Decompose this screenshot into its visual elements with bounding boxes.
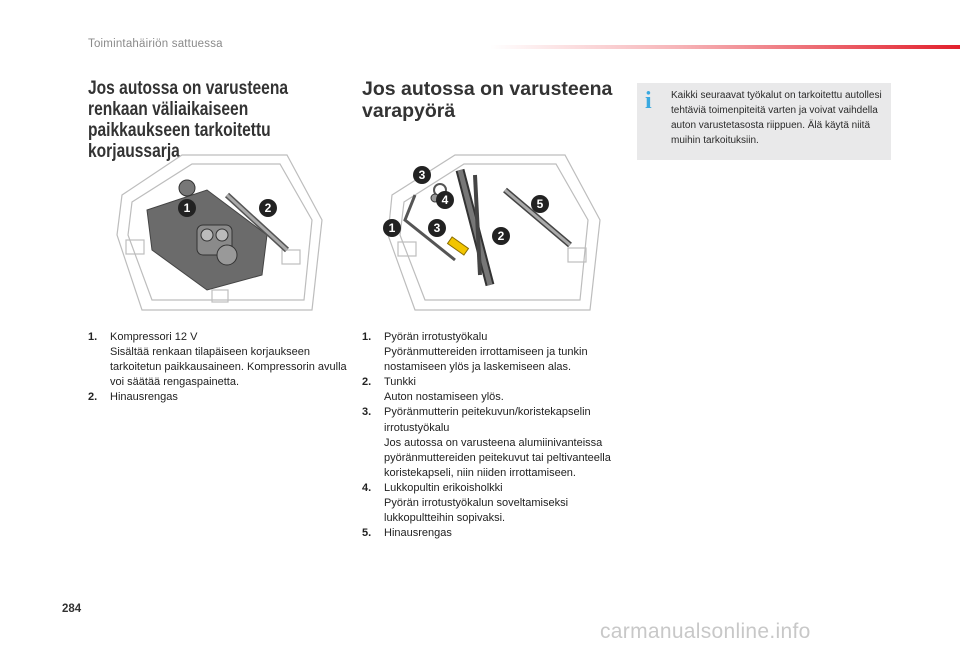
watermark: carmanualsonline.info — [600, 620, 811, 643]
list-item: 2. Tunkki Auton nostamiseen ylös. — [362, 376, 504, 404]
section-header: Toimintahäiriön sattuessa — [88, 38, 223, 50]
list-item: 2. Hinausrengas — [88, 391, 178, 404]
callout-5: 5 — [536, 197, 544, 211]
info-icon: i — [645, 88, 652, 114]
repair-kit-title: Jos autossa on varusteena renkaan väliaikaiseen paikkaukseen tarkoitettu korjaussarja — [88, 78, 289, 162]
callout-1: 1 — [388, 221, 396, 235]
repair-kit-illustration — [112, 150, 327, 315]
callout-3-top: 3 — [418, 168, 426, 182]
callout-2-label: 2 — [264, 201, 272, 215]
spare-wheel-title: Jos autossa on varusteena varapyörä — [362, 78, 613, 122]
info-box — [637, 83, 891, 160]
header-accent-bar — [490, 45, 960, 49]
list-item: 1. Kompressori 12 V Sisältää renkaan tilapäiseen korjaukseen tarkoitetun paikkausaineen. Kompressorin avulla voi säätää rengaspainetta. — [88, 331, 347, 389]
callout-4: 4 — [441, 193, 449, 207]
callout-2: 2 — [497, 229, 505, 243]
page-number: 284 — [62, 603, 82, 615]
repair-kit-list — [88, 330, 350, 405]
callout-3-bottom: 3 — [433, 221, 441, 235]
list-item: 1. Pyörän irrotustyökalu Pyöränmuttereiden irrottamiseen ja tunkin nostamiseen ylös ja laskemiseen alas. — [362, 331, 588, 374]
list-item: 3. Pyöränmutterin peitekuvun/koristekapselin irrotustyökalu Jos autossa on varusteena alumiinivanteissa pyöränmuttereiden peitekuvut tai peltivanteella koristekapseli, niin niiden irrottamiseen. — [362, 406, 611, 479]
list-item: 4. Lukkopultin erikoisholkki Pyörän irrotustyökalun soveltamiseksi lukkopultteihin sopivaksi. — [362, 481, 569, 525]
list-item: 5. Hinausrengas — [362, 527, 452, 540]
spare-wheel-list — [362, 330, 624, 541]
callout-1-label: 1 — [183, 201, 191, 215]
info-text: Kaikki seuraavat työkalut on tarkoitettu autollesi tehtäviä toimenpiteitä varten ja voivat vaihdella auton varustetasosta riippuen. Älä käytä niitä muihin tarkoituksiin. — [671, 90, 882, 146]
spare-wheel-illustration — [380, 150, 605, 315]
